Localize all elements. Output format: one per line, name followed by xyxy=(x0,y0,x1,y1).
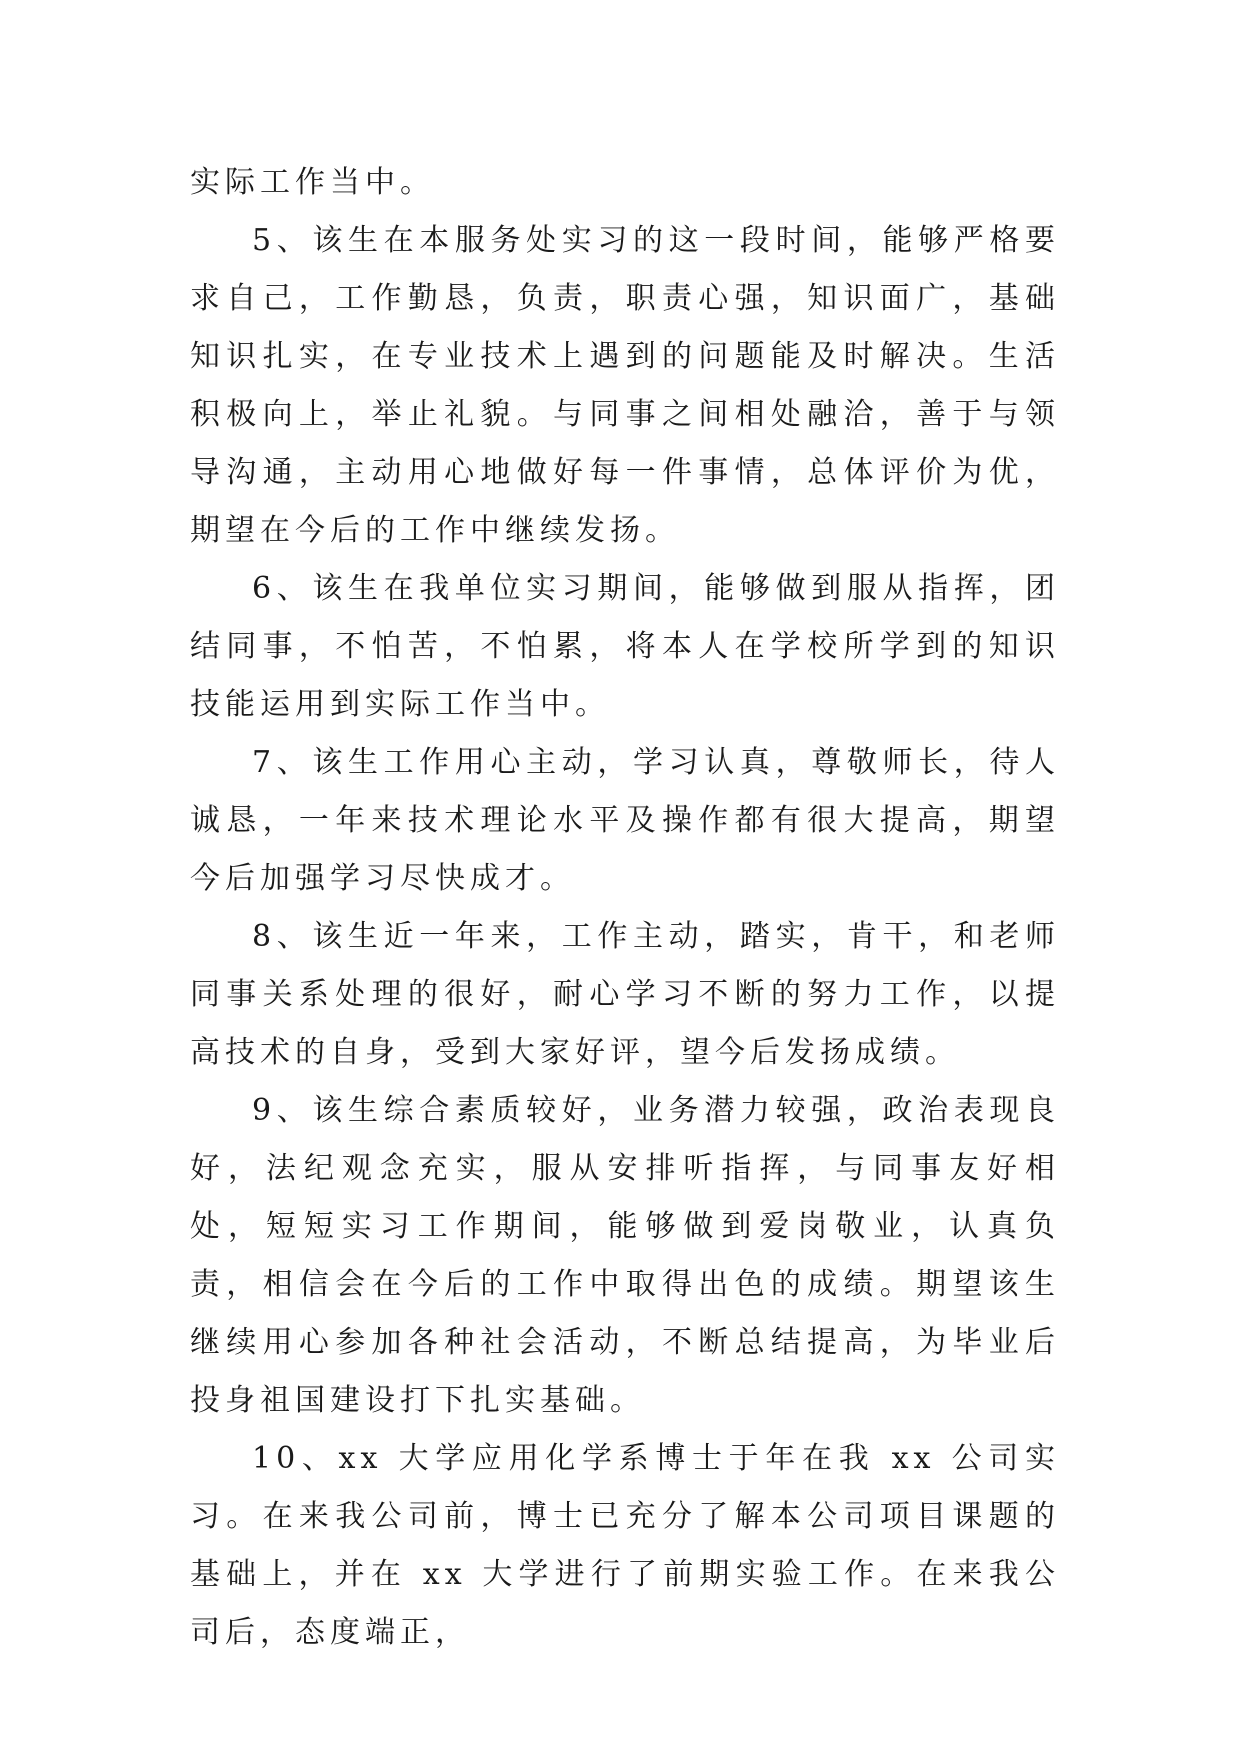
paragraph-continuation: 实际工作当中。 xyxy=(190,165,435,200)
paragraph-item-9: 9、该生综合素质较好，业务潜力较强，政治表现良好，法纪观念充实，服从安排听指挥，与同事友好相处，短短实习工作期间，能够做到爱岗敬业，认真负责，相信会在今后的工作中取得出色的成绩。期望该生继续用心参加各种社会活动，不断总结提高，为毕业后投身祖国建设打下扎实基础。 xyxy=(190,1093,1060,1418)
document-body xyxy=(190,154,1060,1662)
paragraph-item-5: 5、该生在本服务处实习的这一段时间，能够严格要求自己，工作勤恳，负责，职责心强，知识面广，基础知识扎实，在专业技术上遇到的问题能及时解决。生活积极向上，举止礼貌。与同事之间相处融洽，善于与领导沟通，主动用心地做好每一件事情，总体评价为优，期望在今后的工作中继续发扬。 xyxy=(190,223,1060,548)
paragraph-item-7: 7、该生工作用心主动，学习认真，尊敬师长，待人诚恳，一年来技术理论水平及操作都有很大提高，期望今后加强学习尽快成才。 xyxy=(190,745,1060,896)
paragraph-item-6: 6、该生在我单位实习期间，能够做到服从指挥，团结同事，不怕苦，不怕累，将本人在学校所学到的知识技能运用到实际工作当中。 xyxy=(190,571,1060,722)
paragraph-item-10: 10、xx 大学应用化学系博士于年在我 xx 公司实习。在来我公司前，博士已充分了解本公司项目课题的基础上，并在 xx 大学进行了前期实验工作。在来我公司后，态度端正， xyxy=(190,1441,1060,1650)
paragraph-item-8: 8、该生近一年来，工作主动，踏实，肯干，和老师同事关系处理的很好，耐心学习不断的努力工作，以提高技术的自身，受到大家好评，望今后发扬成绩。 xyxy=(190,919,1060,1070)
